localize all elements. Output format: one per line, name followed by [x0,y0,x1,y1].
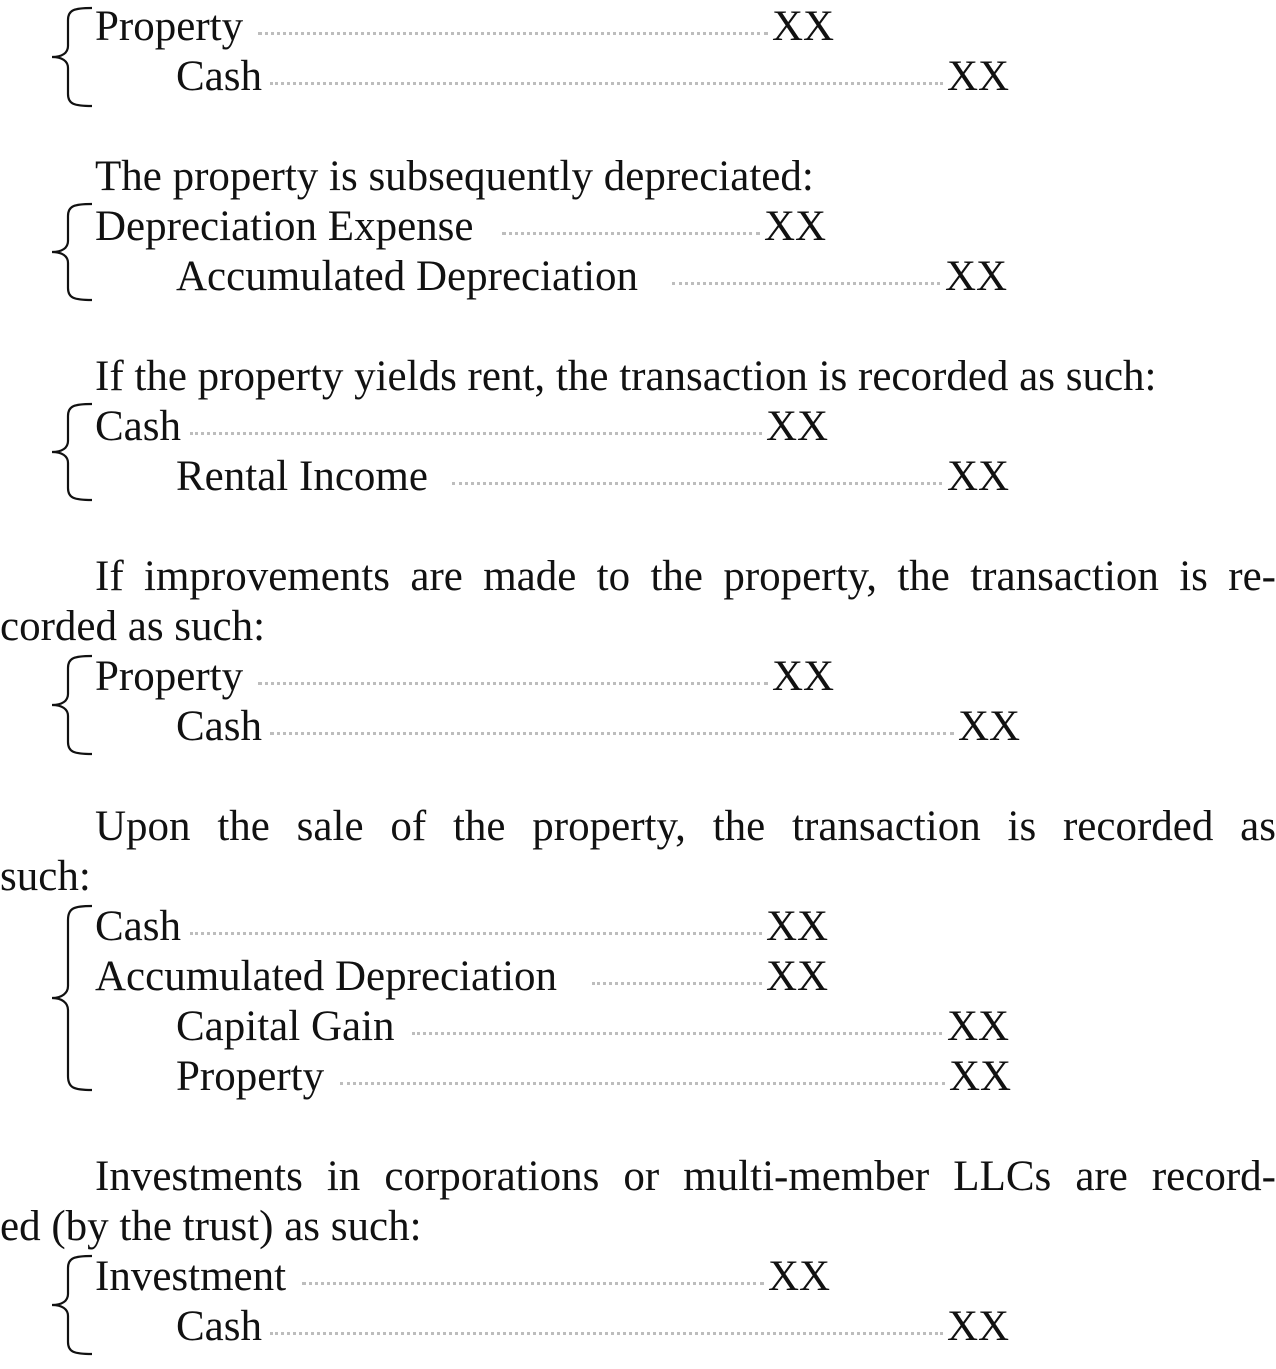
debit-account: Depreciation Expense [95,203,474,250]
entry-brace [44,654,96,756]
dotted-leader [270,732,954,735]
dotted-leader [672,282,940,285]
dotted-leader [502,232,760,235]
debit-account: Property [95,653,244,700]
entry-brace [44,1254,96,1356]
debit-amount: XX [764,203,827,250]
dotted-leader [258,682,768,685]
credit-account: Property [176,1053,325,1100]
dotted-leader [270,82,943,85]
dotted-leader [258,32,768,35]
intro-paragraph: Upon the sale of the property, the transaction is recorded as [95,803,1276,850]
dotted-leader [452,482,942,485]
credit-amount: XX [958,703,1021,750]
intro-paragraph-continued: corded as such: [0,603,266,650]
debit-amount: XX [768,1253,831,1300]
dotted-leader [190,432,762,435]
credit-amount: XX [947,453,1010,500]
debit-amount: XX [766,903,829,950]
credit-amount: XX [949,1053,1012,1100]
intro-paragraph-continued: such: [0,853,91,900]
credit-account: Accumulated Depreciation [176,253,639,300]
entry-brace [44,202,96,302]
credit-amount: XX [947,1003,1010,1050]
intro-paragraph-continued: ed (by the trust) as such: [0,1203,422,1250]
debit-account: Property [95,3,244,50]
credit-amount: XX [945,253,1008,300]
dotted-leader [340,1082,945,1085]
credit-account: Cash [176,703,262,750]
credit-account: Capital Gain [176,1003,395,1050]
debit-account: Investment [95,1253,287,1300]
intro-paragraph: Investments in corporations or multi-member LLCs are record- [95,1153,1276,1200]
intro-paragraph: If improvements are made to the property, the transaction is re- [95,553,1276,600]
dotted-leader [270,1332,943,1335]
debit-account: Cash [95,403,181,450]
entry-brace [44,6,96,108]
debit-amount: XX [772,653,835,700]
credit-account: Cash [176,53,262,100]
debit-account: Accumulated Depreciation [95,953,558,1000]
credit-account: Rental Income [176,453,428,500]
credit-amount: XX [947,53,1010,100]
dotted-leader [412,1032,942,1035]
entry-brace [44,402,96,502]
entry-brace [44,904,96,1092]
debit-amount: XX [766,953,829,1000]
debit-account: Cash [95,903,181,950]
intro-paragraph: If the property yields rent, the transaction is recorded as such: [95,353,1157,400]
dotted-leader [302,1282,764,1285]
dotted-leader [190,932,762,935]
debit-amount: XX [772,3,835,50]
credit-amount: XX [947,1303,1010,1350]
credit-account: Cash [176,1303,262,1350]
dotted-leader [592,982,762,985]
intro-paragraph: The property is subsequently depreciated: [95,153,814,200]
debit-amount: XX [766,403,829,450]
